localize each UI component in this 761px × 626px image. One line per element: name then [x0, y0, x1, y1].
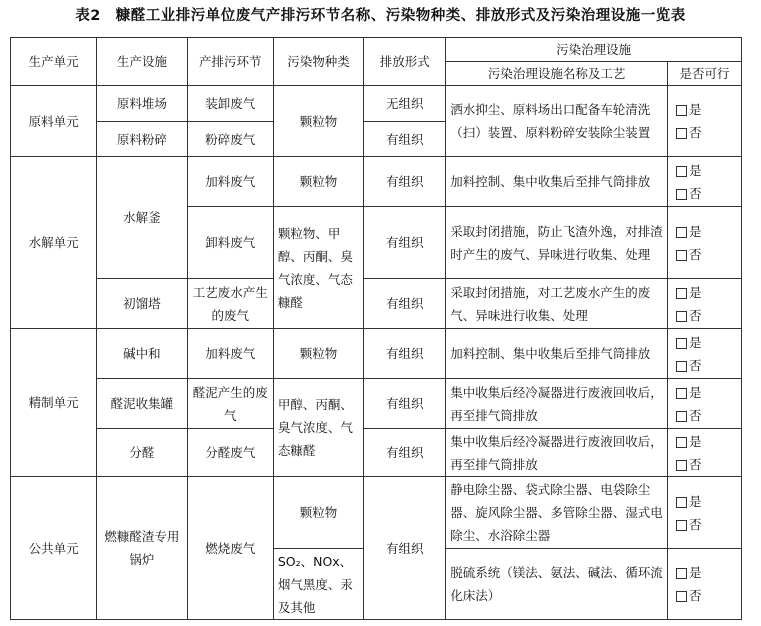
header-control-name: 污染治理设施名称及工艺 — [446, 62, 668, 86]
no-label: 否 — [689, 357, 702, 373]
yes-label: 是 — [689, 384, 702, 400]
emission-cell: 有组织 — [364, 122, 446, 157]
control-cell: 采取封闭措施，防止飞渣外逸，对排渣时产生的废气、异味进行收集、处理 — [446, 207, 668, 279]
checkbox-icon[interactable] — [676, 338, 687, 349]
header-emission: 排放形式 — [364, 38, 446, 86]
no-label: 否 — [689, 185, 702, 201]
yes-label: 是 — [689, 162, 702, 178]
emission-cell: 无组织 — [364, 86, 446, 122]
checkbox-icon[interactable] — [676, 128, 687, 139]
unit-cell: 精制单元 — [11, 329, 97, 477]
emission-cell: 有组织 — [364, 157, 446, 207]
facility-cell: 原料堆场 — [97, 86, 187, 122]
yes-label: 是 — [689, 223, 702, 239]
pollutant-cell: 颗粒物、甲醇、丙酮、臭气浓度、气态糠醛 — [273, 207, 363, 329]
yes-label: 是 — [689, 493, 702, 509]
no-option[interactable] — [672, 243, 737, 266]
stage-cell: 卸料废气 — [187, 207, 273, 279]
facility-cell: 碱中和 — [97, 329, 187, 379]
facility-cell: 分醛 — [97, 429, 187, 477]
pollutant-cell: 颗粒物 — [273, 329, 363, 379]
emission-cell: 有组织 — [364, 207, 446, 279]
emission-cell: 有组织 — [364, 477, 446, 620]
header-control: 污染治理设施 — [446, 38, 742, 62]
yes-option[interactable] — [672, 220, 737, 243]
feasible-cell — [668, 207, 742, 279]
header-pollutant: 污染物种类 — [273, 38, 363, 86]
yes-option[interactable] — [672, 98, 737, 121]
checkbox-icon[interactable] — [676, 520, 687, 531]
yes-option[interactable] — [672, 381, 737, 404]
no-option[interactable] — [672, 584, 737, 607]
control-cell: 脱硫系统（镁法、氨法、碱法、循环流化床法） — [446, 549, 668, 620]
yes-option[interactable] — [672, 430, 737, 453]
no-label: 否 — [689, 125, 702, 140]
no-option[interactable] — [672, 182, 737, 205]
facility-cell: 醛泥收集罐 — [97, 379, 187, 429]
checkbox-icon[interactable] — [676, 227, 687, 238]
unit-cell: 公共单元 — [11, 477, 97, 620]
yes-option[interactable] — [672, 331, 737, 354]
feasible-cell — [668, 279, 742, 329]
checkbox-icon[interactable] — [676, 437, 687, 448]
control-cell: 集中收集后经冷凝器进行废液回收后，再至排气筒排放 — [446, 379, 668, 429]
checkbox-icon[interactable] — [676, 497, 687, 508]
feasible-cell — [668, 86, 742, 157]
stage-cell: 加料废气 — [187, 329, 273, 379]
feasible-cell — [668, 477, 742, 549]
pollution-table — [10, 37, 742, 620]
pollutant-cell: SO₂、NOx、烟气黑度、汞及其他 — [273, 549, 363, 620]
stage-cell: 加料废气 — [187, 157, 273, 207]
stage-cell: 粉碎废气 — [187, 122, 273, 157]
checkbox-icon[interactable] — [676, 460, 687, 471]
control-cell: 加料控制、集中收集后至排气筒排放 — [446, 157, 668, 207]
emission-cell: 有组织 — [364, 379, 446, 429]
no-label: 否 — [689, 307, 702, 323]
no-option[interactable] — [672, 121, 737, 144]
pollutant-cell: 甲醇、丙酮、臭气浓度、气态糠醛 — [273, 379, 363, 477]
facility-cell: 水解釜 — [97, 157, 187, 279]
yes-label: 是 — [689, 433, 702, 449]
checkbox-icon[interactable] — [676, 388, 687, 399]
checkbox-icon[interactable] — [676, 166, 687, 177]
yes-option[interactable] — [672, 281, 737, 304]
feasible-cell — [668, 379, 742, 429]
table-title: 表2 糠醛工业排污单位废气产排污环节名称、污染物种类、排放形式及污染治理设施一览表 — [75, 8, 686, 24]
yes-option[interactable] — [672, 159, 737, 182]
no-label: 否 — [689, 246, 702, 262]
stage-cell: 分醛废气 — [187, 429, 273, 477]
checkbox-icon[interactable] — [676, 105, 687, 116]
checkbox-icon[interactable] — [676, 250, 687, 261]
emission-cell: 有组织 — [364, 429, 446, 477]
yes-label: 是 — [689, 284, 702, 300]
stage-cell: 燃烧废气 — [187, 477, 273, 620]
emission-cell: 有组织 — [364, 329, 446, 379]
no-option[interactable] — [672, 354, 737, 377]
checkbox-icon[interactable] — [676, 591, 687, 602]
checkbox-icon[interactable] — [676, 361, 687, 372]
yes-label: 是 — [689, 102, 702, 117]
stage-cell: 工艺废水产生的废气 — [187, 279, 273, 329]
header-feasible: 是否可行 — [668, 62, 742, 86]
no-label: 否 — [689, 588, 702, 603]
checkbox-icon[interactable] — [676, 311, 687, 322]
feasible-cell — [668, 329, 742, 379]
control-cell: 采取封闭措施，对工艺废水产生的废气、异味进行收集、处理 — [446, 279, 668, 329]
no-label: 否 — [689, 516, 702, 532]
pollutant-cell: 颗粒物 — [273, 157, 363, 207]
emission-cell: 有组织 — [364, 279, 446, 329]
header-facility: 生产设施 — [97, 38, 187, 86]
no-label: 否 — [689, 456, 702, 472]
control-cell: 洒水抑尘、原料场出口配备车轮清洗（扫）装置、原料粉碎安装除尘装置 — [446, 86, 668, 157]
control-cell: 集中收集后经冷凝器进行废液回收后，再至排气筒排放 — [446, 429, 668, 477]
stage-cell: 装卸废气 — [187, 86, 273, 122]
no-option[interactable] — [672, 404, 737, 427]
header-stage: 产排污环节 — [187, 38, 273, 86]
header-unit: 生产单元 — [11, 38, 97, 86]
unit-cell: 水解单元 — [11, 157, 97, 329]
feasible-cell — [668, 429, 742, 477]
yes-option[interactable] — [672, 561, 737, 584]
facility-cell: 原料粉碎 — [97, 122, 187, 157]
no-label: 否 — [689, 407, 702, 423]
yes-option[interactable] — [672, 490, 737, 513]
checkbox-icon[interactable] — [676, 568, 687, 579]
checkbox-icon[interactable] — [676, 288, 687, 299]
facility-cell: 初馏塔 — [97, 279, 187, 329]
pollutant-cell: 颗粒物 — [273, 477, 363, 549]
control-cell: 静电除尘器、袋式除尘器、电袋除尘器、旋风除尘器、多管除尘器、湿式电除尘、水浴除尘器 — [446, 477, 668, 549]
facility-cell: 燃糠醛渣专用锅炉 — [97, 477, 187, 620]
feasible-cell — [668, 157, 742, 207]
stage-cell: 醛泥产生的废气 — [187, 379, 273, 429]
checkbox-icon[interactable] — [676, 411, 687, 422]
pollutant-cell: 颗粒物 — [273, 86, 363, 157]
no-option[interactable] — [672, 453, 737, 476]
yes-label: 是 — [689, 334, 702, 350]
checkbox-icon[interactable] — [676, 189, 687, 200]
feasible-cell — [668, 549, 742, 620]
no-option[interactable] — [672, 304, 737, 327]
control-cell: 加料控制、集中收集后至排气筒排放 — [446, 329, 668, 379]
unit-cell: 原料单元 — [11, 86, 97, 157]
yes-label: 是 — [689, 565, 702, 580]
no-option[interactable] — [672, 513, 737, 536]
